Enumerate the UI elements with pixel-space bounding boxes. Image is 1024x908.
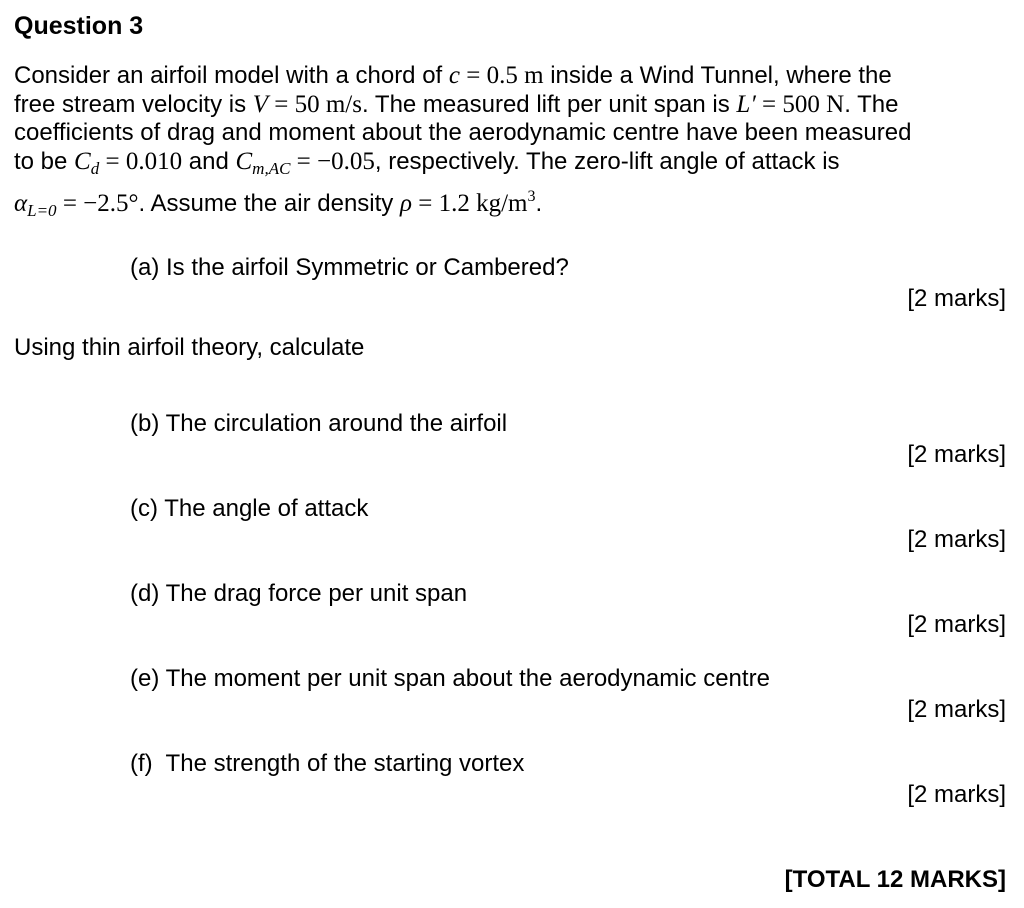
drag-coefficient-subscript: d [90, 158, 100, 178]
density-symbol: ρ [399, 190, 412, 217]
intro-line-5 [14, 183, 1014, 226]
intro-text: free stream velocity is [14, 90, 253, 118]
instruction-text: Using thin airfoil theory, calculate [14, 334, 365, 361]
chord-symbol: c [448, 62, 460, 89]
moment-coefficient-symbol: C [235, 147, 253, 175]
part-d-question: (d) The drag force per unit span [130, 580, 468, 607]
intro-text: and [182, 147, 236, 175]
intro-text: . The measured lift per unit span is [362, 90, 737, 118]
total-marks: [TOTAL 12 MARKS] [784, 866, 1006, 893]
part-f-marks: [2 marks] [907, 781, 1006, 808]
part-e-question: (e) The moment per unit span about the aerodynamic centre [130, 665, 770, 692]
part-c-question: (c) The angle of attack [130, 495, 369, 522]
part-b-question: (b) The circulation around the airfoil [130, 410, 508, 437]
zero-lift-angle-subscript: L=0 [27, 201, 57, 220]
part-a-marks: [2 marks] [907, 285, 1006, 312]
zero-lift-angle-symbol: α [14, 190, 28, 217]
zero-lift-angle-value: = −2.5° [56, 190, 139, 217]
intro-text: , respectively. The zero-lift angle of attack is [374, 147, 840, 175]
velocity-value: = 50 m/s [268, 90, 362, 118]
part-d-marks: [2 marks] [907, 611, 1006, 638]
part-e-marks: [2 marks] [907, 696, 1006, 723]
part-b-marks: [2 marks] [907, 441, 1006, 468]
moment-coefficient-subscript: m,AC [252, 158, 291, 178]
chord-value: = 0.5 m [460, 62, 544, 89]
intro-line-1 [14, 62, 1014, 91]
intro-text: inside a Wind Tunnel, where the [543, 62, 892, 89]
intro-text: . [535, 190, 543, 217]
lift-symbol: L′ [736, 90, 756, 118]
density-exponent: 3 [527, 188, 536, 205]
intro-line-4 [14, 148, 1014, 184]
part-f-question: (f) The strength of the starting vortex [130, 750, 525, 777]
velocity-symbol: V [252, 90, 269, 118]
intro-text: to be [14, 147, 75, 175]
part-c-marks: [2 marks] [907, 526, 1006, 553]
density-value: = 1.2 kg/m [411, 190, 528, 217]
intro-text: . The [844, 90, 899, 118]
intro-text: Consider an airfoil model with a chord of [14, 62, 449, 89]
part-a-question: (a) Is the airfoil Symmetric or Cambered? [130, 254, 569, 281]
intro-text: . Assume the air density [138, 190, 400, 217]
question-title: Question 3 [14, 12, 144, 40]
question-intro [14, 62, 1014, 226]
drag-coefficient-symbol: C [74, 147, 91, 175]
intro-line-2 [14, 91, 1014, 120]
drag-coefficient-value: = 0.010 [99, 147, 183, 175]
moment-coefficient-value: = −0.05 [290, 147, 375, 175]
intro-line-3: coefficients of drag and moment about the aerodynamic centre have been measured [14, 119, 912, 146]
lift-value: = 500 N [755, 90, 845, 118]
